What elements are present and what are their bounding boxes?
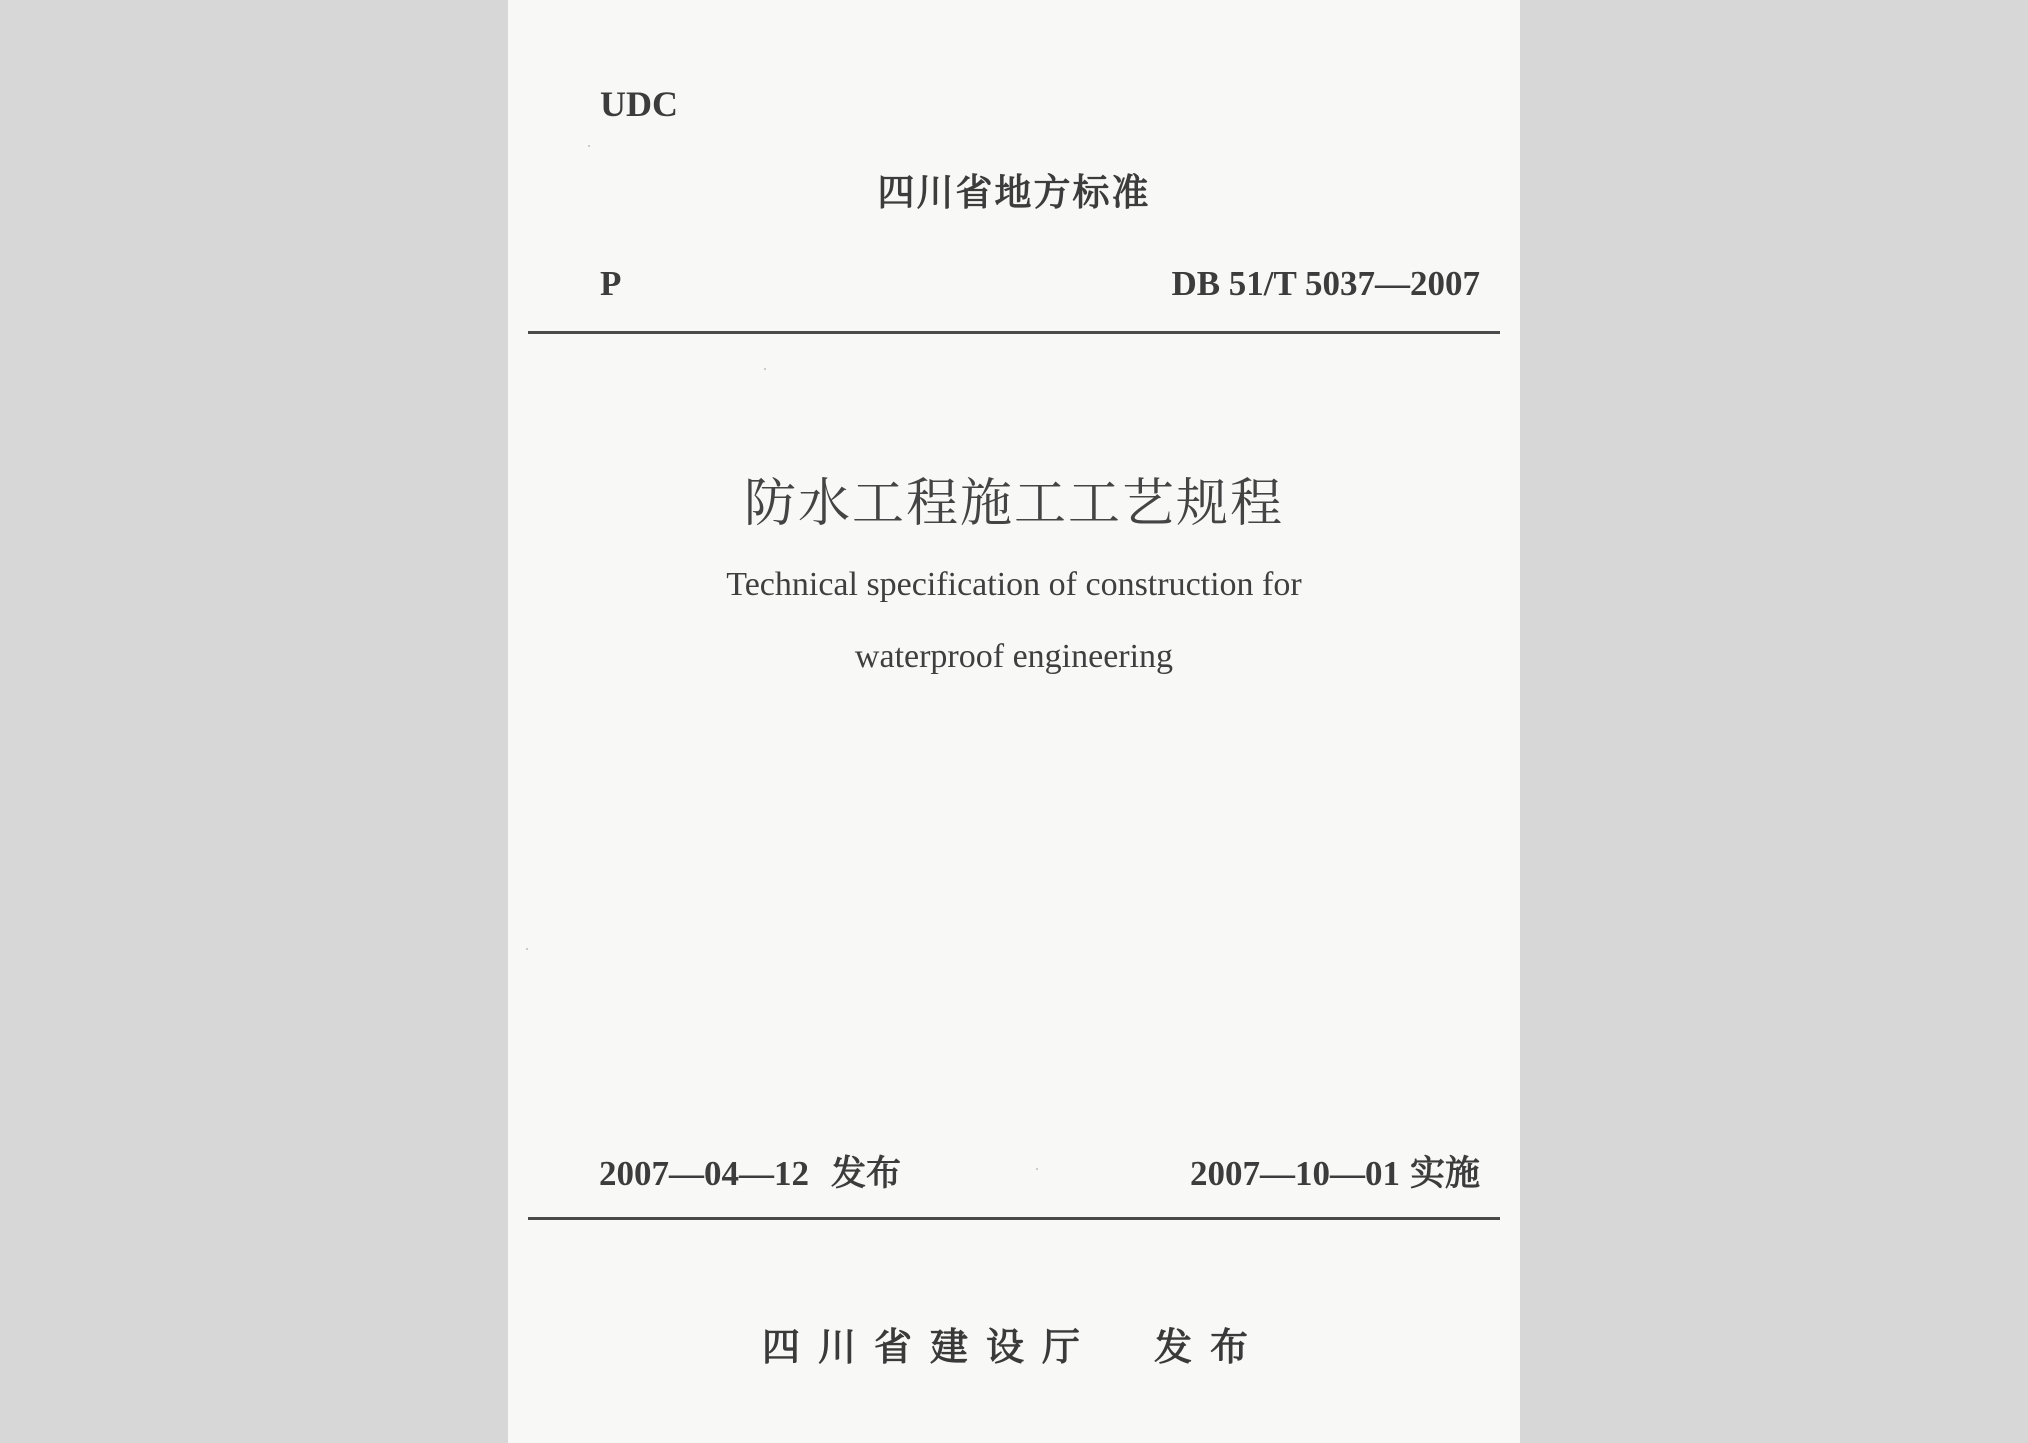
issue-date: 2007—04—12 — [599, 1154, 809, 1193]
title-chinese: 防水工程施工工艺规程 — [743, 474, 1284, 534]
title-english-line-2: waterproof engineering — [854, 638, 1174, 675]
scan-speck — [764, 368, 766, 370]
scan-speck — [588, 145, 590, 147]
standard-number: DB 51/T 5037—2007 — [1171, 264, 1480, 303]
scan-speck — [1036, 1168, 1038, 1170]
effective-label: 实施 — [1409, 1154, 1480, 1194]
scan-speck — [526, 948, 528, 950]
authority-heading: 四川省地方标准 — [877, 171, 1151, 214]
udc-label: UDC — [600, 84, 678, 124]
bottom-divider — [528, 1217, 1500, 1220]
title-english-line-1: Technical specification of construction for — [726, 566, 1302, 603]
issue-label: 发布 — [831, 1154, 902, 1194]
issue-date-block — [599, 1146, 901, 1196]
effective-date-block — [1190, 1146, 1480, 1196]
document-page — [508, 0, 1520, 1443]
effective-date: 2007—10—01 — [1189, 1154, 1400, 1193]
classification-code: P — [600, 264, 622, 303]
top-divider — [528, 331, 1500, 334]
publisher-line: 四川省建设厅 发布 — [761, 1325, 1266, 1369]
